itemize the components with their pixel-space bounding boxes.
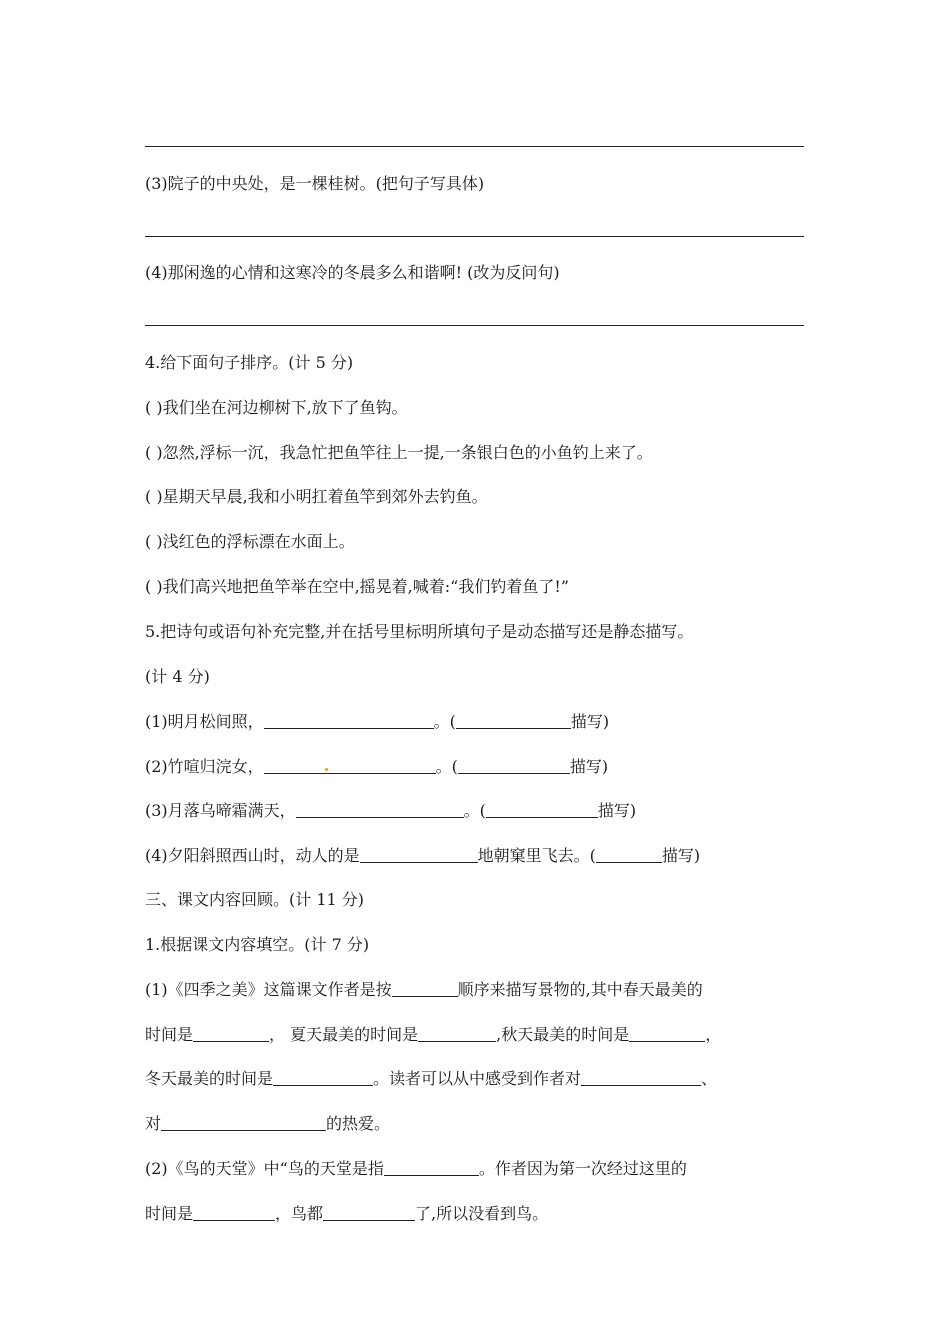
fill-blank[interactable]	[273, 1069, 373, 1086]
poem-line-3: (3)月落乌啼霜满天， 。( 描写)	[145, 801, 637, 820]
fill-blank[interactable]	[486, 801, 598, 818]
fill-blank[interactable]	[456, 712, 571, 729]
poem-line-2: (2)竹喧归浣女， 。( 描写)	[145, 757, 609, 776]
sort-item-3: ( )星期天早晨,我和小明扛着鱼竿到郊外去钓鱼。	[145, 487, 488, 506]
fill-blank[interactable]	[264, 757, 436, 774]
poem-line-1: (1)明月松间照， 。( 描写)	[145, 712, 610, 731]
question-5-score: (计 4 分)	[145, 667, 210, 686]
fill-line-2: 时间是 ， 夏天最美的时间是 ,秋天最美的时间是 ，	[145, 1025, 722, 1044]
question-5-title: 5.把诗句或语句补充完整,并在括号里标明所填句子是动态描写还是静态描写。	[145, 622, 694, 641]
fill-blank[interactable]	[193, 1025, 269, 1042]
fill-line-6: 时间是 ，鸟都 了,所以没看到鸟。	[145, 1204, 549, 1223]
fill-blank[interactable]	[323, 1204, 415, 1221]
section-3-q1-title: 1.根据课文内容填空。(计 7 分)	[145, 935, 370, 954]
answer-line-1	[145, 146, 804, 147]
question-3-4: (4)那闲逸的心情和这寒冷的冬晨多么和谐啊! (改为反问句)	[145, 263, 560, 282]
fill-blank[interactable]	[193, 1204, 275, 1221]
fill-blank[interactable]	[360, 846, 478, 863]
fill-blank[interactable]	[296, 801, 464, 818]
fill-line-1: (1)《四季之美》这篇课文作者是按 顺序来描写景物的,其中春天最美的	[145, 980, 703, 999]
question-4-title: 4.给下面句子排序。(计 5 分)	[145, 353, 354, 372]
sort-item-4: ( )浅红色的浮标漂在水面上。	[145, 532, 355, 551]
fill-line-5: (2)《鸟的天堂》中“鸟的天堂是指 。作者因为第一次经过这里的	[145, 1159, 687, 1178]
answer-line-2	[145, 236, 804, 237]
fill-blank[interactable]	[384, 1159, 479, 1176]
section-3-title: 三、课文内容回顾。(计 11 分)	[145, 890, 365, 909]
sort-item-1: ( )我们坐在河边柳树下,放下了鱼钩。	[145, 398, 408, 417]
fill-blank[interactable]	[581, 1069, 701, 1086]
fill-blank[interactable]	[629, 1025, 705, 1042]
stray-mark	[325, 768, 328, 771]
fill-blank[interactable]	[264, 712, 434, 729]
sort-item-5: ( )我们高兴地把鱼竿举在空中,摇晃着,喊着:“我们钓着鱼了!”	[145, 577, 569, 596]
answer-line-3	[145, 325, 804, 326]
fill-blank[interactable]	[458, 757, 570, 774]
fill-blank[interactable]	[596, 846, 662, 863]
question-3-3: (3)院子的中央处，是一棵桂树。(把句子写具体)	[145, 174, 485, 193]
fill-blank[interactable]	[161, 1114, 326, 1131]
sort-item-2: ( )忽然,浮标一沉，我急忙把鱼竿往上一提,一条银白色的小鱼钓上来了。	[145, 443, 653, 462]
poem-line-4: (4)夕阳斜照西山时，动人的是 地朝窠里飞去。( 描写)	[145, 846, 701, 865]
fill-line-4: 对 的热爱。	[145, 1114, 391, 1133]
fill-blank[interactable]	[418, 1025, 496, 1042]
fill-line-3: 冬天最美的时间是 。读者可以从中感受到作者对 、	[145, 1069, 718, 1088]
fill-blank[interactable]	[392, 980, 458, 997]
